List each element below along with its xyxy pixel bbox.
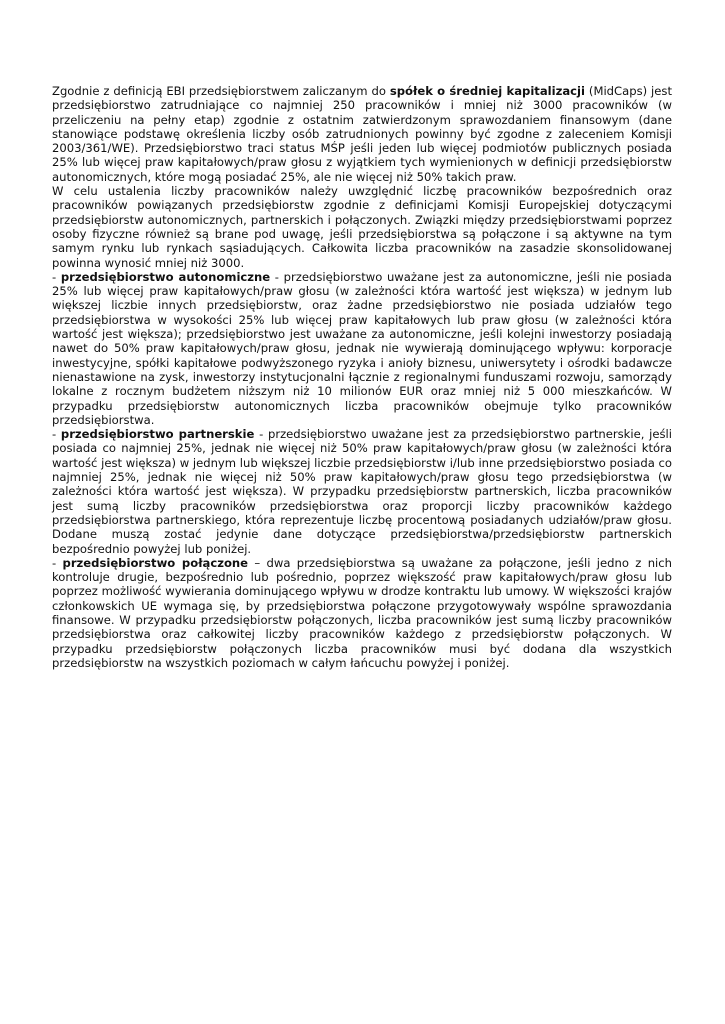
paragraph-text: – dwa przedsiębiorstwa są uważane za połączone, jeśli jedno z nich kontroluje drugie, bezpośrednio lub pośrednio, poprzez większość praw kapitałowych/praw głosu lub poprzez możliwość wywierania dominującego wpływu w drodze kontraktu lub umowy. W większości krajów członkowskich UE wymaga się, by przedsiębiorstwa połączone przygotowywały wspólne sprawozdania finansowe. W przypadku przedsiębiorstw połączonych, liczba pracowników jest sumą liczby pracowników przedsiębiorstwa oraz całkowitej liczby pracowników każdego z przedsiębiorstw połączonych. W przypadku przedsiębiorstw połączonych liczba pracowników musi być dodana dla wszystkich przedsiębiorstw na wszystkich poziomach w całym łańcuchu powyżej i poniżej. — [52, 555, 672, 670]
paragraph-text: (MidCaps) jest przedsiębiorstwo zatrudniające co najmniej 250 pracowników i mniej niż 3000 pracowników (w przeliczeniu na pełny etap) zgodnie z ostatnim zatwierdzonym sprawozdaniem finansowym (dane stanowiące podstawę określenia liczby osób zatrudnionych powinny być zgodne z zaleceniem Komisji 2003/361/WE). Przedsiębiorstwo traci status MŚP jeśli jeden lub więcej podmiotów publicznych posiada 25% lub więcej praw kapitałowych/praw głosu z wyjątkiem tych wymienionych w definicji przedsiębiorstw autonomicznych, które mogą posiadać 25%, ale nie więcej niż 50% takich praw. — [52, 84, 673, 184]
paragraph-autonomous-enterprise — [52, 270, 672, 427]
list-dash: - — [52, 427, 61, 442]
term-partner-enterprise: przedsiębiorstwo partnerskie — [60, 427, 255, 442]
list-dash: - — [52, 555, 63, 570]
list-dash: - — [52, 269, 61, 284]
paragraph-employee-count: W celu ustalenia liczby pracowników należy uwzględnić liczbę pracowników bezpośrednich oraz pracowników powiązanych przedsiębiorstw zgodnie z definicjami Komisji Europejskiej dotyczącymi przedsiębiorstw autonomicznych, partnerskich i połączonych. Związki między przedsiębiorstwami poprzez osoby fizyczne również są brane pod uwagę, jeśli przedsiębiorstwa są połączone i są aktywne na tym samym rynku lub rynkach sąsiadujących. Całkowita liczba pracowników na zasadzie skonsolidowanej powinna wynosić mniej niż 3000. — [52, 184, 672, 270]
paragraph-text: Zgodnie z definicją EBI przedsiębiorstwem zaliczanym do — [52, 84, 390, 98]
paragraph-midcaps-definition — [52, 84, 672, 184]
paragraph-text: - przedsiębiorstwo uważane jest za autonomiczne, jeśli nie posiada 25% lub więcej praw kapitałowych/praw głosu (w zależności która wartość jest większa) w jednym lub większej liczbie innych przedsiębiorstw, oraz żadne przedsiębiorstwo nie posiada udziałów tego przedsiębiorstwa w wysokości 25% lub więcej praw kapitałowych lub praw głosu (w zależności która wartość jest większa); przedsiębiorstwo jest uważane za autonomiczne, jeśli kolejni inwestorzy posiadają nawet do 50% praw kapitałowych/praw głosu, jednak nie wywierają dominującego wpływu: korporacje inwestycyjne, spółki kapitałowe podwyższonego ryzyka i anioły biznesu, uniwersytety i ośrodki badawcze nienastawione na zysk, inwestorzy instytucjonalni łącznie z regionalnymi funduszami rozwoju, samorządy lokalne z rocznym budżetem niższym niż 10 milionów EUR oraz mniej niż 5 000 mieszkańców. W przypadku przedsiębiorstw autonomicznych liczba pracowników obejmuje tylko pracowników przedsiębiorstwa. — [52, 269, 672, 427]
term-midcaps: spółek o średniej kapitalizacji — [389, 84, 586, 98]
paragraph-partner-enterprise — [52, 427, 672, 556]
paragraph-text: - przedsiębiorstwo uważane jest za przedsiębiorstwo partnerskie, jeśli posiada co najmniej 25%, jednak nie więcej niż 50% praw kapitałowych/praw głosu (w zależności która wartość jest większa) w jednym lub większej liczbie przedsiębiorstw i/lub inne przedsiębiorstwo posiada co najmniej 25%, jednak nie więcej niż 50% praw kapitałowych/praw głosu tego przedsiębiorstwa (w zależności która wartość jest większa). W przypadku przedsiębiorstw partnerskich, liczba pracowników jest sumą liczby pracowników przedsiębiorstwa oraz proporcji liczby pracowników każdego przedsiębiorstwa partnerskiego, która reprezentuje liczbę procentową posiadanych udziałów/praw głosu. Dodane muszą zostać jedynie dane dotyczące przedsiębiorstwa/przedsiębiorstw partnerskich bezpośrednio powyżej lub poniżej. — [52, 427, 672, 556]
term-autonomous-enterprise: przedsiębiorstwo autonomiczne — [60, 269, 271, 284]
paragraph-linked-enterprise — [52, 556, 672, 670]
term-linked-enterprise: przedsiębiorstwo połączone — [62, 555, 249, 570]
document-body — [52, 84, 672, 670]
